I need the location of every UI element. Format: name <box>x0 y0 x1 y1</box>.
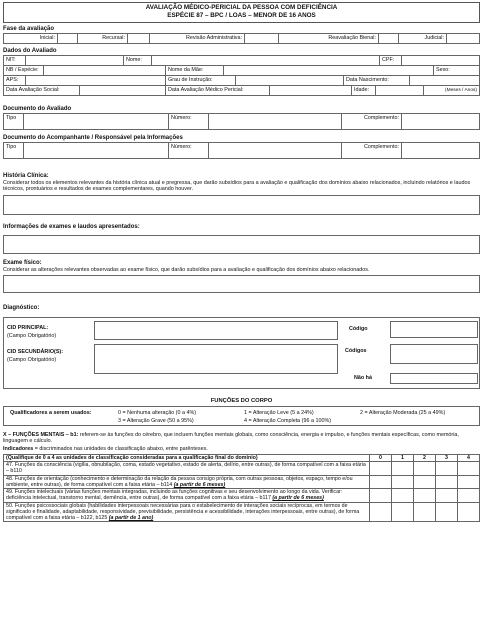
item-50-score-3[interactable] <box>436 502 458 522</box>
dados-row-4 <box>3 86 480 96</box>
nao-ha-label: Não há <box>354 374 372 381</box>
item-48-score-4[interactable] <box>458 475 480 488</box>
doc-complemento-label: Complemento: <box>342 114 402 129</box>
item-47-score-3[interactable] <box>436 462 458 475</box>
item-48-age-note: (a partir de 6 meses) <box>173 481 226 488</box>
historia-field[interactable] <box>3 195 480 215</box>
nao-ha-checkbox[interactable] <box>390 373 478 384</box>
mentais-table <box>3 454 480 522</box>
funcoes-title: FUNÇÕES DO CORPO <box>210 397 273 404</box>
mentais-table-header <box>4 455 480 462</box>
diagnostico-title: Diagnóstico: <box>3 304 40 311</box>
item-49-score-4[interactable] <box>458 489 480 502</box>
documento-acomp-row <box>3 142 480 159</box>
item-50-score-4[interactable] <box>458 502 480 522</box>
doc-tipo-field[interactable] <box>24 114 169 129</box>
cid-principal-label: CID PRINCIPAL: <box>7 324 49 331</box>
nome-mae-label: Nome da Mãe: <box>166 66 224 75</box>
qualificadores-label: Qualificadores a serem usados: <box>10 410 92 417</box>
fase-judicial-box[interactable] <box>447 34 479 43</box>
qualificador-3: 3 = Alteração Grave (50 a 95%) <box>118 418 194 425</box>
exames-field[interactable] <box>3 235 480 254</box>
idade-label: Idade: <box>352 86 376 95</box>
item-49-age-note: (a partir de 6 meses) <box>272 495 324 502</box>
doc-numero-label: Número: <box>169 114 209 129</box>
item-48-score-2[interactable] <box>414 475 436 488</box>
data-aval-social-label: Data Avaliação Social: <box>4 86 80 95</box>
data-aval-medica-field[interactable] <box>270 86 352 95</box>
aps-label: APS: <box>4 76 26 85</box>
dados-row-1 <box>3 55 480 66</box>
fase-title: Fase da avaliação <box>3 26 55 32</box>
item-50-text: 50. Funções psicossociais globais (habilidades interpessoais necessárias para o estabelecimento de interações sociais recíprocas, em termos de significado e finalidade, adaptabilidade, responsividade, previsibilidade, persistência e acessibilidade, interações interpessoais, entre outras), de forma compatível com a faixa etária – b122, b125 <box>6 502 360 521</box>
item-50-score-0[interactable] <box>370 502 392 522</box>
item-48-text: 48. Funções de orientação (conhecimento e determinação da relação da pessoa consigo própria, com outras pessoas, objetos, espaço, tempo e/ou ambiente, entre outras), de forma compatível com a faixa etária – b114 <box>6 475 353 488</box>
item-50-score-2[interactable] <box>414 502 436 522</box>
documento-row <box>3 113 480 130</box>
acomp-complemento-field[interactable] <box>402 143 479 158</box>
acomp-numero-label: Número: <box>169 143 209 158</box>
fase-reavaliacao-box[interactable] <box>379 34 399 43</box>
nit-field[interactable] <box>26 56 124 65</box>
indicadores-label: Indicadores <box>3 445 34 452</box>
fase-reavaliacao[interactable]: Reavaliação Bienal: <box>279 34 379 43</box>
mentais-title-rest: referem-se às funções do cérebro, que incluem funções mentais globais, como consciência, energia e impulso, e funções mentais específicas, como memória, linguagem e cálculo. <box>3 432 459 445</box>
fase-row <box>3 33 480 44</box>
mentais-title: X – FUNÇÕES MENTAIS – b1: <box>3 432 79 439</box>
nit-label: NIT: <box>4 56 26 65</box>
item-47-text: 47. Funções da consciência (vigília, obnubilação, coma, estado vegetativo, estado de alerta, delírio, entre outras), de forma compatível com a faixa etária – b110 <box>6 462 366 475</box>
acomp-complemento-label: Complemento: <box>342 143 402 158</box>
documento-acomp-title: Documento do Acompanhante / Responsável pela Informações <box>3 135 183 141</box>
qualificador-1: 1 = Alteração Leve (5 a 24%) <box>244 410 314 417</box>
acomp-tipo-field[interactable] <box>24 143 169 158</box>
exame-fisico-field[interactable] <box>3 275 480 293</box>
sexo-label: Sexo: <box>436 67 450 73</box>
cid-principal-note: (Campo Obrigatório) <box>7 332 57 339</box>
meses-anos-note: (Meses / Anos) <box>445 88 477 93</box>
codigos-label: Códigos <box>345 347 367 354</box>
cpf-field[interactable] <box>402 56 479 65</box>
exame-fisico-title: Exame físico: <box>3 259 42 266</box>
cid-secundario-field[interactable] <box>94 344 338 374</box>
grau-label: Grau de Instrução: <box>166 76 236 85</box>
item-49-text: 49. Funções intelectuais (várias funções mentais integradas, incluindo as funções cognitivas e seu desenvolvimento ao longo da vida. Verificar: deficiência intelectual, transtorno mental, demência, entre outras), de forma compatível com a faixa etária – b117 <box>6 489 343 502</box>
mentais-table-header-text: (Qualifique de 0 a 4 as unidades de classificação consideradas para a qualificação final do domínio) <box>4 455 370 462</box>
item-50-age-note: (a partir de 1 ano) <box>108 514 154 521</box>
fase-inicial[interactable]: Inicial: <box>4 34 58 43</box>
cid-secundario-label: CID SECUNDÁRIO(S): <box>7 348 64 355</box>
form-title: AVALIAÇÃO MÉDICO-PERICIAL DA PESSOA COM DEFICIÊNCIA <box>145 4 338 11</box>
table-row <box>4 475 480 488</box>
qualificador-4: 4 = Alteração Completa (96 a 100%) <box>244 418 332 425</box>
item-48-score-0[interactable] <box>370 475 392 488</box>
historia-instructions: Considerar todos os elementos relevantes da história clínica atual e pregressa, que darão subsídios para a avaliação e qualificação dos domínios abaixo relacionados, incluindo relatórios e laudos técnicos, prontuários e resultados de exames complementares, quando houver. <box>3 180 471 193</box>
item-49 <box>4 489 370 502</box>
score-header-3: 3 <box>436 455 458 462</box>
nb-field[interactable] <box>44 66 166 75</box>
fase-revisao[interactable]: Revisão Administrativa: <box>150 34 245 43</box>
exame-fisico-instructions: Considerar as alterações relevantes observadas ao exame físico, que darão subsídios para a avaliação e qualificação dos domínios abaixo relacionados. <box>3 266 370 273</box>
sexo-field[interactable] <box>458 66 479 75</box>
qualificador-0: 0 = Nenhuma alteração (0 a 4%) <box>118 410 197 417</box>
exames-title: Informações de exames e laudos apresentados: <box>3 223 140 230</box>
historia-title: História Clínica: <box>3 173 49 179</box>
form-header <box>3 2 480 23</box>
fase-recursal[interactable]: Recursal: <box>78 34 128 43</box>
item-49-score-3[interactable] <box>436 489 458 502</box>
score-header-0: 0 <box>370 455 392 462</box>
item-48 <box>4 475 370 488</box>
table-row <box>4 489 480 502</box>
idade-field[interactable] <box>376 86 424 95</box>
item-49-score-1[interactable] <box>392 489 414 502</box>
item-49-score-2[interactable] <box>414 489 436 502</box>
nb-label: NB / Espécie: <box>4 66 44 75</box>
data-aval-social-field[interactable] <box>80 86 166 95</box>
documento-title: Documento do Avaliado <box>3 106 72 112</box>
fase-judicial[interactable]: Judicial: <box>399 34 447 43</box>
score-header-1: 1 <box>392 455 414 462</box>
fase-recursal-box[interactable] <box>128 34 150 43</box>
nome-mae-field[interactable] <box>224 66 434 75</box>
cid-principal-field[interactable] <box>94 321 338 340</box>
grau-field[interactable] <box>236 76 344 85</box>
item-49-score-0[interactable] <box>370 489 392 502</box>
dados-title: Dados do Avaliado <box>3 48 57 54</box>
acomp-tipo-label: Tipo <box>4 143 24 158</box>
data-aval-medica-label: Data Avaliação Médico Pericial: <box>166 86 270 95</box>
acomp-numero-field[interactable] <box>209 143 342 158</box>
doc-tipo-label: Tipo <box>4 114 24 129</box>
diagnostico-box <box>3 317 480 389</box>
doc-numero-field[interactable] <box>209 114 342 129</box>
indicadores-line <box>3 446 480 452</box>
table-row <box>4 502 480 522</box>
form-subtitle: ESPÉCIE 87 – BPC / LOAS – MENOR DE 16 ANOS <box>167 12 316 19</box>
codigos-field[interactable] <box>390 344 478 364</box>
item-47-score-4[interactable] <box>458 462 480 475</box>
score-header-2: 2 <box>414 455 436 462</box>
item-47-score-0[interactable] <box>370 462 392 475</box>
codigo-label: Código <box>349 325 368 332</box>
item-47-score-2[interactable] <box>414 462 436 475</box>
nome-field[interactable] <box>152 56 380 65</box>
cid-secundario-note: (Campo Obrigatório) <box>7 356 57 363</box>
item-50-score-1[interactable] <box>392 502 414 522</box>
codigo-field[interactable] <box>390 321 478 338</box>
fase-revisao-box[interactable] <box>245 34 279 43</box>
cpf-label: CPF: <box>380 56 402 65</box>
nascimento-field[interactable] <box>410 76 479 85</box>
item-48-score-1[interactable] <box>392 475 414 488</box>
mentais-description <box>3 432 480 445</box>
doc-complemento-field[interactable] <box>402 114 479 129</box>
dados-row-3 <box>3 76 480 86</box>
fase-inicial-box[interactable] <box>58 34 78 43</box>
dados-row-2 <box>3 66 480 76</box>
qualificadores-box <box>3 406 480 426</box>
table-row <box>4 462 480 475</box>
nome-label: Nome: <box>124 56 152 65</box>
item-50 <box>4 502 370 522</box>
aps-field[interactable] <box>26 76 166 85</box>
nascimento-label: Data Nascimento: <box>344 76 410 85</box>
item-48-score-3[interactable] <box>436 475 458 488</box>
item-47-score-1[interactable] <box>392 462 414 475</box>
indicadores-rest: = discriminados nas unidades de classificação abaixo, entre parênteses. <box>33 445 208 452</box>
qualificador-2: 2 = Alteração Moderada (25 a 49%) <box>360 410 446 417</box>
score-header-4: 4 <box>458 455 480 462</box>
item-47 <box>4 462 370 475</box>
